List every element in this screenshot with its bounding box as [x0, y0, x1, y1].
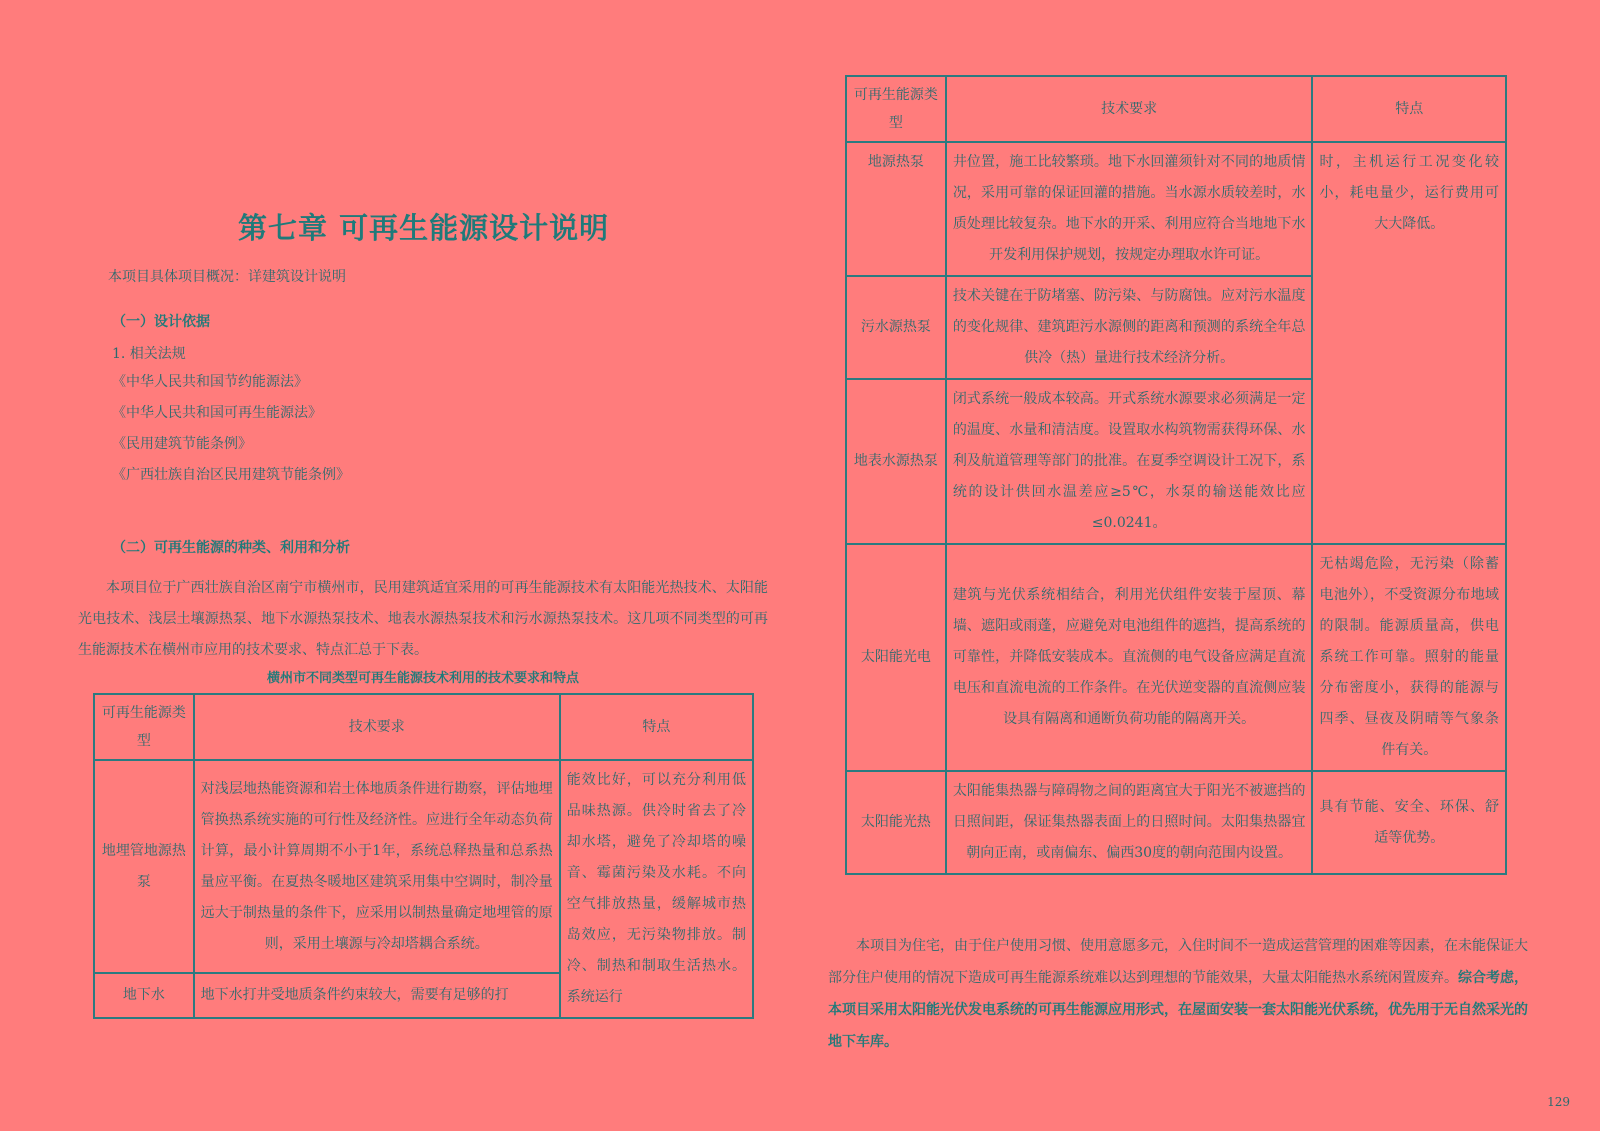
- law-item: 《广西壮族自治区民用建筑节能条例》: [112, 467, 350, 483]
- cell-req: 闭式系统一般成本较高。开式系统水源要求必须满足一定的温度、水量和清洁度。设置取水构筑物需获得环保、水利及航道管理等部门的批准。在夏季空调设计工况下，系统的设计供回水温差应≥5℃，水泵的输送能效比应≤0.0241。: [946, 379, 1313, 544]
- header-feat: 特点: [560, 694, 753, 760]
- right-tech-table: [845, 75, 1507, 875]
- table-row: [846, 771, 1506, 874]
- cell-type: 地下水: [94, 973, 194, 1018]
- cell-type: 太阳能光电: [846, 544, 946, 771]
- section2-heading: （二）可再生能源的种类、利用和分析: [112, 540, 350, 556]
- table-caption: 横州市不同类型可再生能源技术利用的技术要求和特点: [266, 671, 579, 686]
- table-row: [846, 142, 1506, 276]
- cell-type: 地源热泵: [846, 142, 946, 276]
- cell-type: 地表水源热泵: [846, 379, 946, 544]
- table-header-row: [94, 694, 753, 760]
- cell-feat: 能效比好，可以充分利用低品味热源。供冷时省去了冷却水塔，避免了冷却塔的噪音、霉菌污染及水耗。不向空气排放热量，缓解城市热岛效应，无污染物排放。制冷、制热和制取生活热水。系统运行: [560, 760, 753, 1018]
- law-item: 《中华人民共和国节约能源法》: [112, 374, 308, 390]
- header-req: 技术要求: [946, 76, 1313, 142]
- cell-req: 建筑与光伏系统相结合，利用光伏组件安装于屋顶、幕墙、遮阳或雨蓬，应避免对电池组件的遮挡，提高系统的可靠性，并降低安装成本。直流侧的电气设备应满足直流电压和直流电流的工作条件。在光伏逆变器的直流侧应装设具有隔离和通断负荷功能的隔离开关。: [946, 544, 1313, 771]
- law-item: 《民用建筑节能条例》: [112, 436, 252, 452]
- law-item: 《中华人民共和国可再生能源法》: [112, 405, 322, 421]
- cell-req: 井位置，施工比较繁琐。地下水回灌须针对不同的地质情况，采用可靠的保证回灌的措施。当水源水质较差时，水质处理比较复杂。地下水的开采、利用应符合当地地下水开发利用保护规划，按规定办理取水许可证。: [946, 142, 1313, 276]
- cell-req: 对浅层地热能资源和岩土体地质条件进行勘察，评估地埋管换热系统实施的可行性及经济性。应进行全年动态负荷计算，最小计算周期不小于1年，系统总释热量和总系热量应平衡。在夏热冬暖地区建筑采用集中空调时，制冷量远大于制热量的条件下，应采用以制热量确定地埋管的原则，采用土壤源与冷却塔耦合系统。: [194, 760, 560, 973]
- cell-req: 地下水打井受地质条件约束较大，需要有足够的打: [194, 973, 560, 1018]
- conclusion-text: 本项目为住宅，由于住户使用习惯、使用意愿多元，入住时间不一造成运营管理的困难等因素，在未能保证大部分住户使用的情况下造成可再生能源系统难以达到理想的节能效果，大量太阳能热水系统闲置废弃。: [828, 938, 1528, 986]
- table-header-row: [846, 76, 1506, 142]
- header-feat: 特点: [1312, 76, 1506, 142]
- cell-type: 地埋管地源热泵: [94, 760, 194, 973]
- page-number: 129: [1547, 1095, 1570, 1109]
- cell-type: 污水源热泵: [846, 276, 946, 379]
- conclusion-paragraph: [828, 930, 1528, 1058]
- cell-feat: 时，主机运行工况变化较小，耗电量少，运行费用可大大降低。: [1312, 142, 1506, 544]
- header-type: 可再生能源类型: [846, 76, 946, 142]
- left-tech-table: [93, 693, 754, 1019]
- header-req: 技术要求: [194, 694, 560, 760]
- cell-feat: 具有节能、安全、环保、舒适等优势。: [1312, 771, 1506, 874]
- project-overview: 本项目具体项目概况：详建筑设计说明: [108, 269, 346, 285]
- conclusion-bold-text: 综合考虑，本项目采用太阳能光伏发电系统的可再生能源应用形式，在屋面安装一套太阳能光伏系统，优先用于无自然采光的地下车库。: [828, 970, 1528, 1050]
- cell-req: 技术关键在于防堵塞、防污染、与防腐蚀。应对污水温度的变化规律、建筑距污水源侧的距离和预测的系统全年总供冷（热）量进行技术经济分析。: [946, 276, 1313, 379]
- chapter-title: 第七章 可再生能源设计说明: [238, 211, 610, 245]
- section2-paragraph: 本项目位于广西壮族自治区南宁市横州市，民用建筑适宜采用的可再生能源技术有太阳能光热技术、太阳能光电技术、浅层土壤源热泵、地下水源热泵技术、地表水源热泵技术和污水源热泵技术。这几项不同类型的可再生能源技术在横州市应用的技术要求、特点汇总于下表。: [78, 580, 768, 658]
- cell-type: 太阳能光热: [846, 771, 946, 874]
- table-row: [846, 544, 1506, 771]
- cell-feat: 无枯竭危险，无污染（除蓄电池外），不受资源分布地域的限制。能源质量高，供电系统工作可靠。照射的能量分布密度小，获得的能源与四季、昼夜及阴晴等气象条件有关。: [1312, 544, 1506, 771]
- header-type: 可再生能源类型: [94, 694, 194, 760]
- laws-heading: 1. 相关法规: [112, 346, 186, 362]
- table-row: [94, 760, 753, 973]
- cell-req: 太阳能集热器与障碍物之间的距离宜大于阳光不被遮挡的日照间距，保证集热器表面上的日照时间。太阳集热器宜朝向正南，或南偏东、偏西30度的朝向范围内设置。: [946, 771, 1313, 874]
- section1-heading: （一）设计依据: [112, 314, 210, 330]
